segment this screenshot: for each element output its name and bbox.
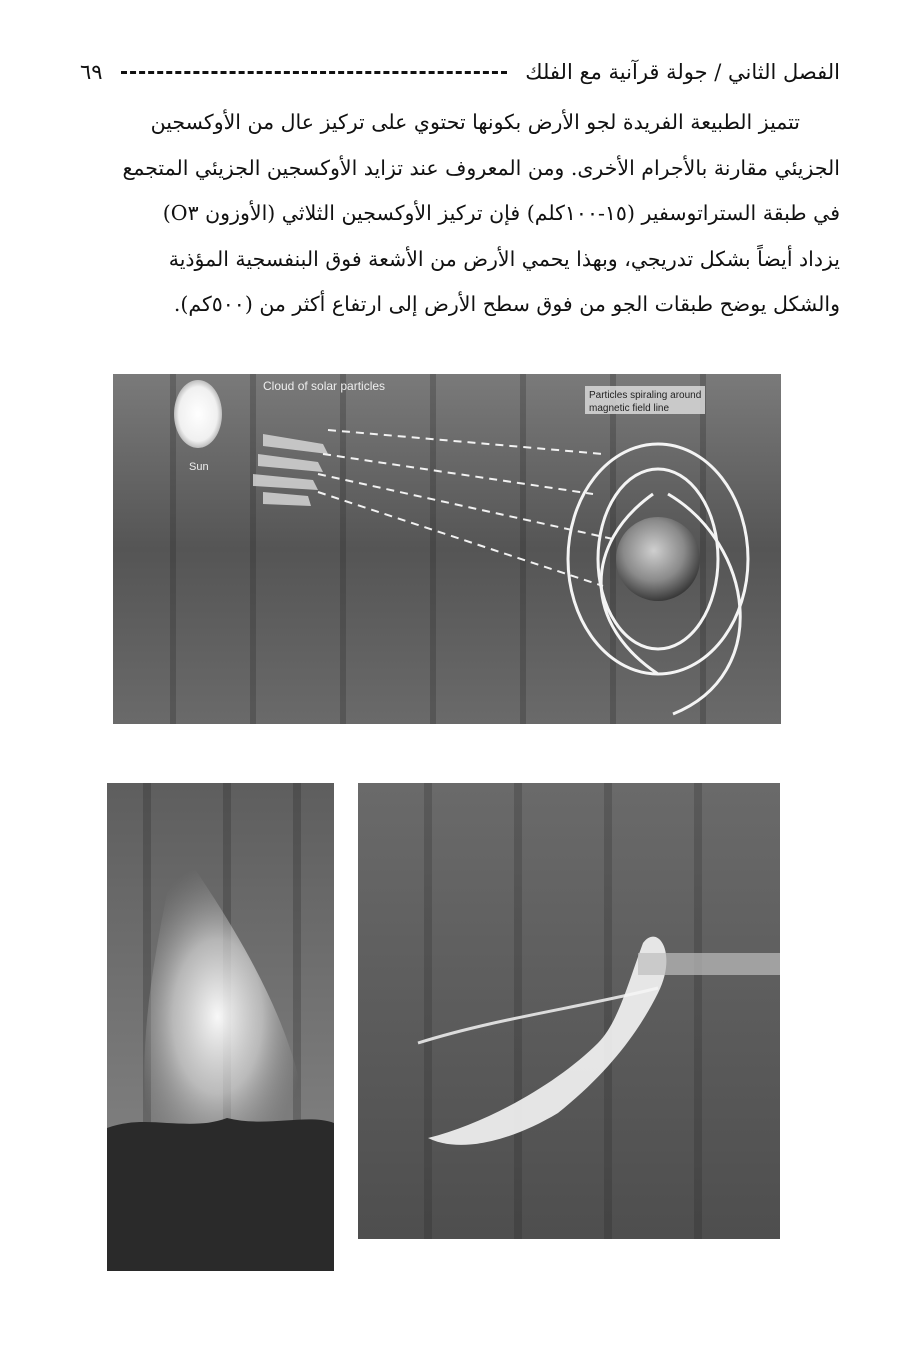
- particles-label-line2: magnetic field line: [589, 403, 670, 414]
- aurora-glow-bar: [638, 953, 780, 975]
- paragraph-line: والشكل يوضح طبقات الجو من فوق سطح الأرض إلى ارتفاع أكثر من (٥٠٠كم).: [173, 292, 840, 316]
- sun-label: Sun: [189, 461, 209, 473]
- paragraph-line: تتميز الطبيعة الفريدة لجو الأرض بكونها تحتوي على تركيز عال من الأوكسجين: [150, 110, 800, 134]
- ground-silhouette: [107, 1118, 334, 1271]
- earth-globe: [616, 517, 700, 601]
- sun-shape: [174, 380, 222, 448]
- paragraph-line: يزداد أيضاً بشكل تدريجي، وبهذا يحمي الأرض من الأشعة فوق البنفسجية المؤذية: [168, 246, 840, 271]
- particles-label-line1: Particles spiraling around: [589, 390, 702, 401]
- page-number: ٦٩: [80, 60, 103, 84]
- aurora-photo-right: [358, 783, 780, 1239]
- header-dashed-rule: [121, 71, 508, 74]
- body-paragraph: [80, 100, 840, 328]
- page-header: [80, 52, 840, 92]
- paragraph-line: في طبقة الستراتوسفير (١٥-١٠٠كلم) فإن تركيز الأوكسجين الثلاثي (الأوزون O٣): [162, 201, 840, 225]
- aurora-photo-left: [107, 783, 334, 1271]
- cloud-label: Cloud of solar particles: [263, 379, 386, 393]
- magnetosphere-figure: [113, 374, 781, 724]
- paragraph-line: الجزيئي مقارنة بالأجرام الأخرى. ومن المعروف عند تزايد الأوكسجين الجزيئي المتجمع: [122, 155, 840, 180]
- chapter-title: الفصل الثاني / جولة قرآنية مع الفلك: [525, 60, 840, 84]
